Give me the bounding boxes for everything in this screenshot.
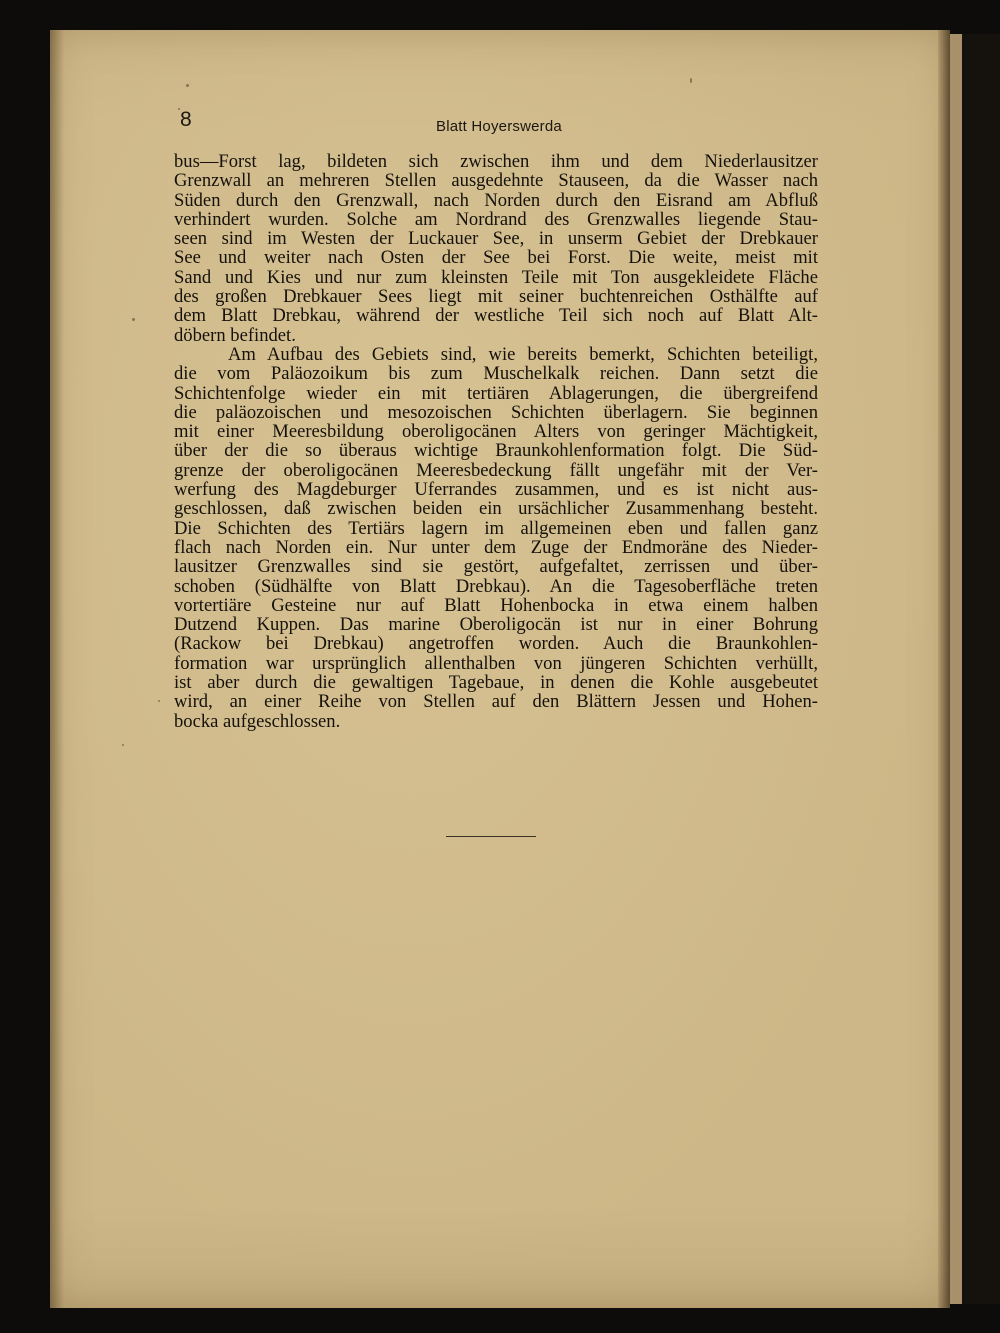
text-line: döbern befindet. xyxy=(174,324,296,346)
text-line: Grenzwall an mehreren Stellen ausgedehnte Stauseen, da die Wasser nach xyxy=(174,170,818,192)
paragraph-2 xyxy=(174,345,818,731)
text-line: Schichtenfolge wieder ein mit tertiären Ablagerungen, die übergreifend xyxy=(174,382,818,404)
page-header xyxy=(180,108,820,136)
text-line: seen sind im Westen der Luckauer See, in unserm Gebiet der Drebkauer xyxy=(174,228,818,250)
text-line: (Rackow bei Drebkau) angetroffen worden. Auch die Braunkohlen- xyxy=(174,633,818,655)
text-line: Süden durch den Grenzwall, nach Norden durch den Eisrand am Abfluß xyxy=(174,189,818,211)
text-line: die paläozoischen und mesozoischen Schichten überlagern. Sie beginnen xyxy=(174,401,818,423)
text-line: dem Blatt Drebkau, während der westliche Teil sich noch auf Blatt Alt- xyxy=(174,305,818,327)
text-line: des großen Drebkauer Sees liegt mit seiner buchtenreichen Osthälfte auf xyxy=(174,286,818,308)
text-line: über der die so überaus wichtige Braunkohlenformation folgt. Die Süd- xyxy=(174,440,818,462)
text-line: wird, an einer Reihe von Stellen auf den Blättern Jessen und Hohen- xyxy=(174,691,818,713)
text-line: geschlossen, daß zwischen beiden ein ursächlicher Zusammenhang besteht. xyxy=(174,498,818,520)
text-line: Am Aufbau des Gebiets sind, wie bereits bemerkt, Schichten beteiligt, xyxy=(228,343,818,365)
paper-speck xyxy=(132,318,135,321)
text-line: Dutzend Kuppen. Das marine Oberoligocän ist nur in einer Bohrung xyxy=(174,614,818,636)
paper-speck xyxy=(122,744,124,746)
paper-speck xyxy=(690,78,692,83)
text-line: formation war ursprünglich allenthalben von jüngeren Schichten verhüllt, xyxy=(174,652,818,674)
facing-page-edge xyxy=(950,34,962,1304)
text-line: lausitzer Grenzwalles sind sie gestört, aufgefaltet, zerrissen und über- xyxy=(174,556,818,578)
text-line: die vom Paläozoikum bis zum Muschelkalk reichen. Dann setzt die xyxy=(174,363,818,385)
book-gutter xyxy=(938,30,950,1308)
text-line: Die Schichten des Tertiärs lagern im allgemeinen eben und fallen ganz xyxy=(174,517,818,539)
running-head: Blatt Hoyerswerda xyxy=(436,118,562,135)
text-line: werfung des Magdeburger Uferrandes zusammen, und es ist nicht aus- xyxy=(174,479,818,501)
text-line: ist aber durch die gewaltigen Tagebaue, in denen die Kohle ausgebeutet xyxy=(174,672,818,694)
background-edge xyxy=(962,34,1000,1304)
body-text xyxy=(174,152,818,731)
text-line: verhindert wurden. Solche am Nordrand des Grenzwalles liegende Stau- xyxy=(174,208,818,230)
text-line: schoben (Südhälfte von Blatt Drebkau). An die Tagesoberfläche treten xyxy=(174,575,818,597)
text-line: See und weiter nach Osten der See bei Forst. Die weite, meist mit xyxy=(174,247,818,269)
page-number: 8 xyxy=(180,108,192,131)
paper-speck xyxy=(158,700,160,702)
page-left-shadow xyxy=(50,30,64,1308)
text-line: vortertiäre Gesteine nur auf Blatt Hohenbocka in etwa einem halben xyxy=(174,594,818,616)
text-line: Sand und Kies und nur zum kleinsten Teile mit Ton ausgekleidete Fläche xyxy=(174,266,818,288)
text-line: mit einer Meeresbildung oberoligocänen Alters von geringer Mächtigkeit, xyxy=(174,421,818,443)
text-line: bocka aufgeschlossen. xyxy=(174,710,341,732)
section-end-rule xyxy=(446,836,536,837)
text-line: grenze der oberoligocänen Meeresbedeckung fällt ungefähr mit der Ver- xyxy=(174,459,818,481)
text-line: bus—Forst lag, bildeten sich zwischen ihm und dem Niederlausitzer xyxy=(174,151,818,172)
text-line: flach nach Norden ein. Nur unter dem Zuge der Endmoräne des Nieder- xyxy=(174,536,818,558)
paragraph-1 xyxy=(174,152,818,345)
paper-speck xyxy=(186,84,189,87)
